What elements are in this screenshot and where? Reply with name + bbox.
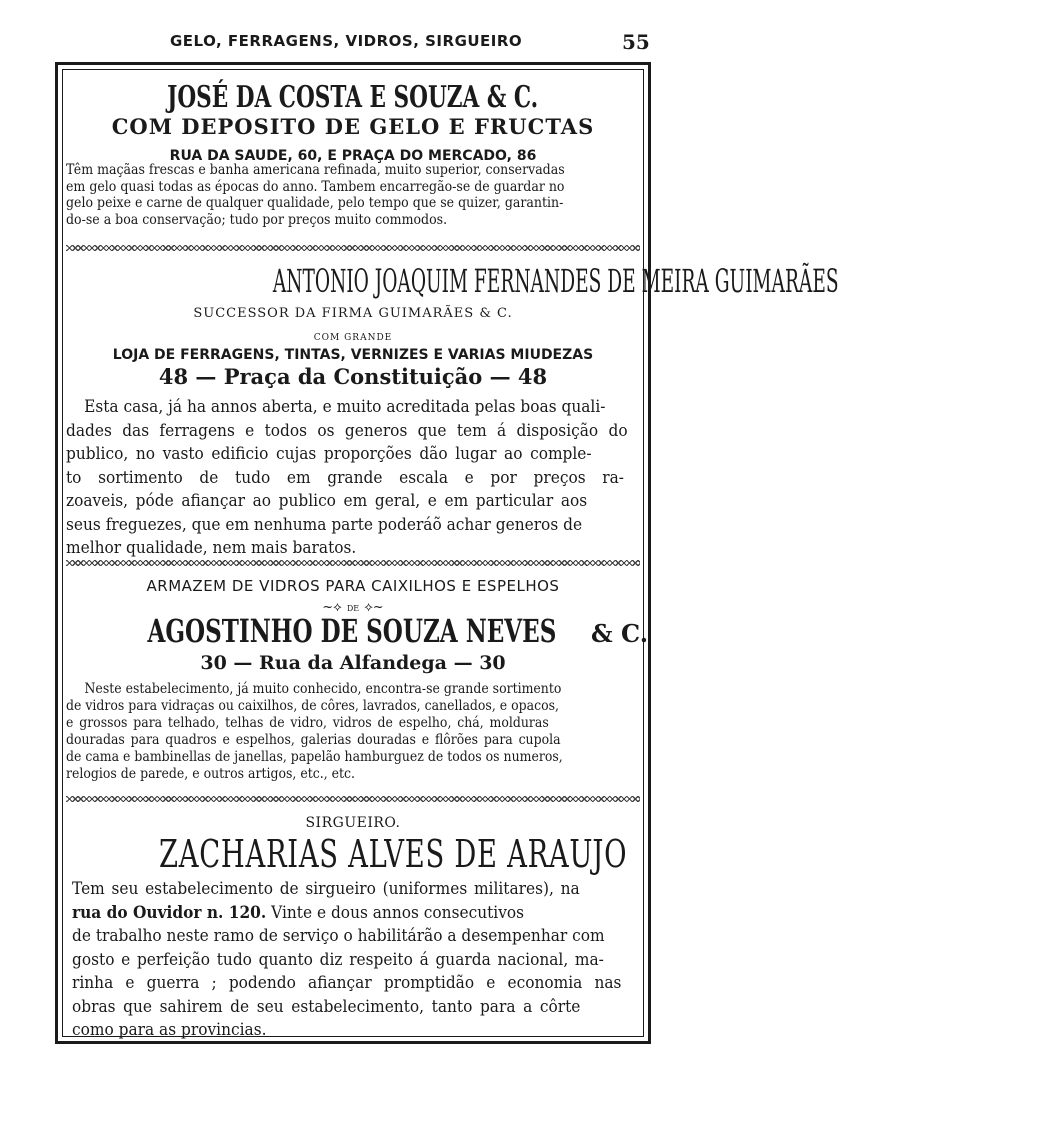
ornament-left-icon: ~⟡	[322, 600, 342, 615]
ad-araujo-heading: SIRGUEIRO.	[305, 815, 401, 831]
ad-araujo-line: obras que sahirem de seu estabelecimento, tanto para a côrte	[72, 996, 581, 1017]
ad-meira-guimaraes-line: melhor qualidade, nem mais baratos.	[66, 538, 357, 558]
ad-meira-guimaraes-successor-row	[68, 302, 638, 321]
ad-costa-souza-subtitle: COM DEPOSITO DE GELO E FRUCTAS	[111, 114, 595, 139]
ad-souza-neves-line: de cama e bambinellas de janellas, papelão hamburguez de todos os numeros,	[66, 749, 563, 765]
wavy-divider	[66, 560, 640, 566]
ad-meira-guimaraes-com-grande: COM GRANDE	[313, 333, 393, 343]
ad-costa-souza-address: RUA DA SAUDE, 60, E PRAÇA DO MERCADO, 86	[169, 148, 537, 164]
running-title: GELO, FERRAGENS, VIDROS, SIRGUEIRO	[170, 32, 523, 50]
ad-meira-guimaraes-body	[66, 396, 638, 561]
ad-araujo-heading-row	[68, 812, 638, 831]
ad-costa-souza-name-row	[68, 80, 638, 115]
ad-araujo-address: rua do Ouvidor n. 120.	[72, 902, 267, 923]
ad-meira-guimaraes-store-row	[68, 344, 638, 363]
ad-meira-guimaraes-address: 48 — Praça da Constituição — 48	[158, 364, 548, 389]
ad-araujo-line-2-rest: Vinte e dous annos consecutivos	[266, 902, 525, 923]
ad-araujo-line: de trabalho neste ramo de serviço o habilitárão a desempenhar com	[72, 926, 605, 946]
ornament-right-icon: ⟡~	[364, 600, 384, 615]
ad-meira-guimaraes-name-row	[68, 262, 839, 300]
wavy-divider	[66, 245, 640, 251]
ad-souza-neves-line: douradas para quadros e espelhos, galerias douradas e flôrões para cupola	[66, 732, 561, 748]
ad-costa-souza-subtitle-row	[68, 114, 638, 139]
ad-souza-neves-name-row	[68, 612, 649, 650]
ad-meira-guimaraes-line: seus freguezes, que em nenhuma parte poderáõ achar generos de	[66, 514, 583, 535]
ad-meira-guimaraes-line: publico, no vasto edificio cujas proporções dão lugar ao comple-	[66, 444, 592, 464]
ad-costa-souza-line: do-se a boa conservação; tudo por preços muito commodos.	[66, 211, 448, 228]
ad-meira-guimaraes-successor: SUCCESSOR DA FIRMA GUIMARÃES & C.	[193, 306, 513, 321]
ad-souza-neves-heading-row	[68, 576, 638, 595]
ad-souza-neves-de: DE	[346, 604, 360, 613]
ad-araujo-line-2	[72, 902, 586, 926]
ad-costa-souza-body	[66, 162, 640, 228]
ad-meira-guimaraes-com-grande-row	[68, 325, 638, 344]
ad-araujo-line: como para as provincias.	[72, 1020, 267, 1040]
ad-araujo-name: ZACHARIAS ALVES DE ARAUJO	[159, 832, 628, 876]
ad-souza-neves-line: Neste estabelecimento, já muito conhecido, encontra-se grande sortimento	[84, 681, 562, 697]
ad-souza-neves-heading: ARMAZEM DE VIDROS PARA CAIXILHOS E ESPELHOS	[146, 577, 560, 595]
ad-araujo-name-row	[68, 832, 638, 876]
ad-souza-neves-address-row	[68, 652, 638, 674]
ad-souza-neves-name-suffix: & C.	[590, 619, 649, 648]
ad-costa-souza-line: Têm maçãas frescas e banha americana refinada, muito superior, conservadas	[66, 162, 565, 178]
ad-souza-neves-line: relogios de parede, e outros artigos, etc., etc.	[66, 766, 356, 782]
ad-souza-neves-body	[66, 681, 640, 783]
ad-araujo-body	[72, 878, 640, 1043]
ad-meira-guimaraes-address-row	[68, 364, 638, 389]
ad-souza-neves-name: AGOSTINHO DE SOUZA NEVES	[147, 612, 557, 650]
ad-meira-guimaraes-line: zoaveis, póde afiançar ao publico em geral, e em particular aos	[66, 491, 588, 511]
ad-araujo-line: Tem seu estabelecimento de sirgueiro (uniformes militares), na	[72, 879, 580, 899]
ad-costa-souza-line: em gelo quasi todas as épocas do anno. Tambem encarregão-se de guardar no	[66, 178, 565, 195]
ad-araujo-line: rinha e guerra ; podendo afiançar promptidão e economia nas	[72, 973, 622, 993]
ad-costa-souza-name: JOSÉ DA COSTA E SOUZA & C.	[167, 80, 539, 115]
ad-meira-guimaraes-store: LOJA DE FERRAGENS, TINTAS, VERNIZES E VARIAS MIUDEZAS	[112, 347, 594, 363]
ad-araujo-line: gosto e perfeição tudo quanto diz respeito á guarda nacional, ma-	[72, 949, 604, 970]
ad-souza-neves-line: de vidros para vidraças ou caixilhos, de côres, lavrados, canellados, e opacos,	[66, 698, 559, 714]
ad-souza-neves-address: 30 — Rua da Alfandega — 30	[200, 652, 506, 674]
page-number: 55	[622, 30, 650, 54]
ad-meira-guimaraes-line: Esta casa, já ha annos aberta, e muito acreditada pelas boas quali-	[84, 397, 606, 417]
ad-meira-guimaraes-name: ANTONIO JOAQUIM FERNANDES DE MEIRA GUIMARÃES	[272, 262, 839, 300]
ad-meira-guimaraes-line: dades das ferragens e todos os generos que tem á disposição do	[66, 420, 628, 441]
ad-souza-neves-line: e grossos para telhado, telhas de vidro, vidros de espelho, chá, molduras	[66, 715, 549, 731]
ad-costa-souza-line: gelo peixe e carne de qualquer qualidade, pelo tempo que se quizer, garantin-	[66, 195, 564, 211]
ad-meira-guimaraes-line: to sortimento de tudo em grande escala e por preços ra-	[66, 467, 625, 488]
wavy-divider	[66, 796, 640, 802]
page-header	[0, 30, 704, 58]
